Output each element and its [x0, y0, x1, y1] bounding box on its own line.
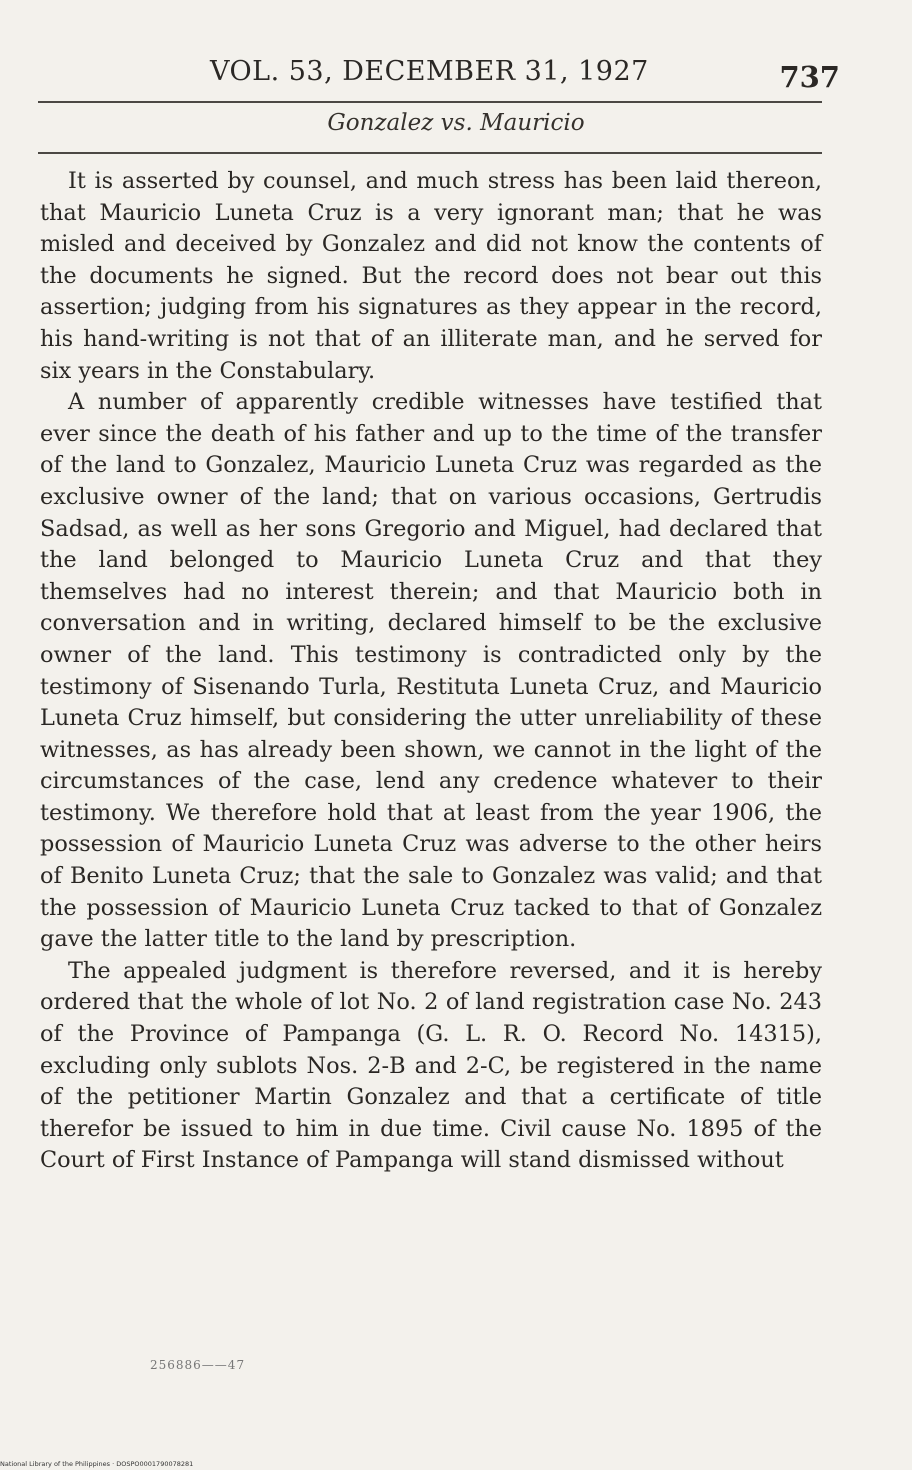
page-number: 737 — [779, 60, 840, 94]
printer-code: 256886——47 — [150, 1358, 246, 1372]
paragraph-3: The appealed judgment is therefore reversed, and it is hereby ordered that the whole of lot No. 2 of land registration case No. 243 of the Province of Pampanga (G. L. R. O. Record No. 14315), excluding only sublots Nos. 2-B and 2-C, be registered in the name of the petitioner Martin Gonzalez and that a certificate of title therefor be issued to him in due time. Civil cause No. 1895 of the Court of First Instance of Pampanga will stand dismissed without — [40, 957, 822, 1174]
header-rule-top — [38, 101, 822, 103]
scan-credit: National Library of the Philippines · DOSPO0001790078281 — [0, 1460, 194, 1468]
page-header — [40, 52, 840, 100]
body-text — [40, 166, 822, 1177]
paragraph-1: It is asserted by counsel, and much stress has been laid thereon, that Mauricio Luneta Cruz is a very ignorant man; that he was misled and deceived by Gonzalez and did not know the contents of the documents he signed. But the record does not bear out this assertion; judging from his signatures as they appear in the record, his hand-writing is not that of an illiterate man, and he served for six years in the Constabulary. — [40, 168, 822, 384]
case-title: Gonzalez vs. Mauricio — [327, 110, 585, 136]
header-rule-bottom — [38, 152, 822, 154]
running-head: VOL. 53, DECEMBER 31, 1927 — [210, 56, 649, 87]
paragraph-2: A number of apparently credible witnesses have testified that ever since the death of his father and up to the time of the transfer of the land to Gonzalez, Mauricio Luneta Cruz was regarded as the exclusive owner of the land; that on various occasions, Gertrudis Sadsad, as well as her sons Gregorio and Miguel, had declared that the land belonged to Mauricio Luneta Cruz and that they themselves had no interest therein; and that Mauricio both in conversation and in writing, declared himself to be the exclusive owner of the land. This testimony is contradicted only by the testimony of Sisenando Turla, Restituta Luneta Cruz, and Mauricio Luneta Cruz himself, but considering the utter unreliability of these witnesses, as has already been shown, we cannot in the light of the circumstances of the case, lend any credence whatever to their testimony. We therefore hold that at least from the year 1906, the possession of Mauricio Luneta Cruz was adverse to the other heirs of Benito Luneta Cruz; that the sale to Gonzalez was valid; and that the possession of Mauricio Luneta Cruz tacked to that of Gonzalez gave the latter title to the land by prescription. — [40, 389, 822, 953]
